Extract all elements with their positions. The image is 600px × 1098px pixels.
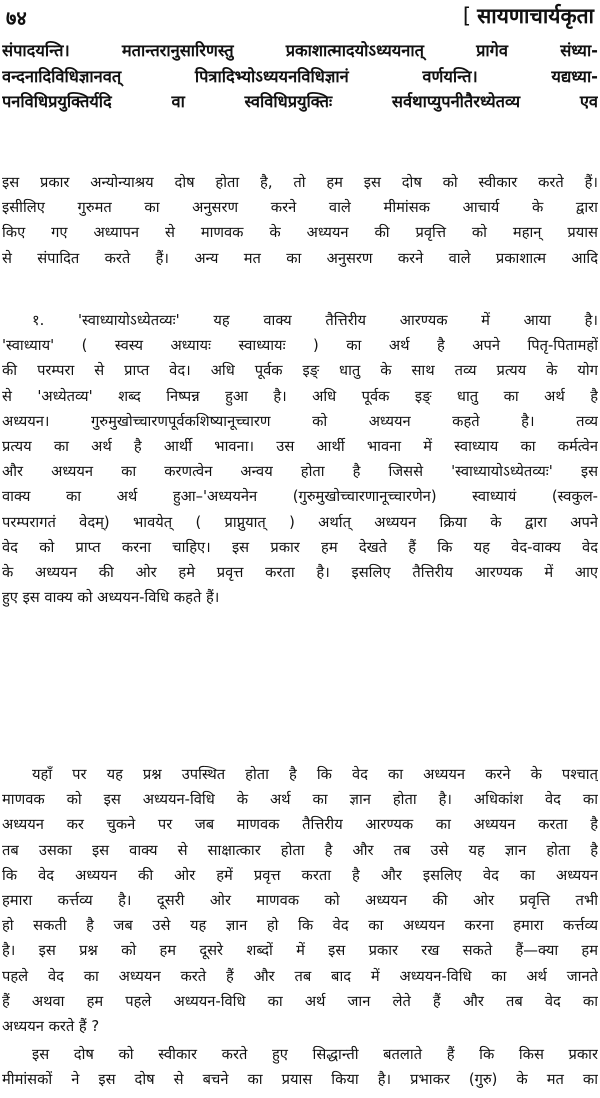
text-line: और अध्ययन का करणत्वेन अन्वय होता है जिससे 'स्वाध्यायोऽध्येतव्यः' इस (2, 463, 598, 481)
page-header (0, 0, 600, 36)
running-title-text: सायणाचार्यकृता (477, 4, 594, 28)
text-line: परम्परागतं वेदम्) भावयेत् ( प्राप्नुयात् ) अर्थात् अध्ययन क्रिया के द्वारा अपने (2, 513, 598, 531)
text-line: १. 'स्वाध्यायोऽध्येतव्यः' यह वाक्य तैत्तिरीय आरण्यक में आया है। (32, 312, 598, 329)
text-line: इसीलिए गुरुमत का अनुसरण करने वाले मीमांसक आचार्य के द्वारा (2, 199, 598, 217)
text-line: हो सकती है जब उसे यह ज्ञान हो कि वेद का अध्ययन करना हमारा कर्त्तव्य (2, 917, 598, 935)
running-title (463, 2, 594, 30)
text-line: अध्ययन। गुरुमुखोच्चारणपूर्वकशिष्यानूच्चारण को अध्ययन कहते है। तव्य (2, 412, 598, 430)
sanskrit-line: पनविधिप्रयुक्तिर्यदि वा स्वविधिप्रयुक्तिः सर्वथाप्युपनीतैरध्येतव्य एव (2, 92, 598, 111)
text-line: की परम्परा से प्राप्त वेद। अधि पूर्वक इङ् धातु के साथ तव्य प्रत्यय के योग (2, 362, 598, 380)
sanskrit-line: वन्दनादिविधिज्ञानवत् पित्रादिभ्योऽध्ययनविधिज्ञानं वर्णयन्ति। यद्यध्या- (2, 66, 598, 86)
hindi-translation-paragraph (2, 170, 598, 271)
page-number: ७४ (6, 6, 27, 30)
text-line: से 'अध्येतव्य' शब्द निष्पन्न हुआ है। अधि पूर्वक इङ् धातु का अर्थ है (2, 387, 598, 405)
text-line: मीमांसकों ने इस दोष से बचने का प्रयास किया है। प्रभाकर (गुरु) के मत का (2, 1071, 598, 1089)
question-paragraph (2, 762, 598, 1039)
text-line: तब उसका इस वाक्य से साक्षात्कार होता है और तब उसे यह ज्ञान होता है (2, 841, 598, 859)
text-line: इस दोष को स्वीकार करते हुए सिद्धान्ती बतलाते हैं कि किस प्रकार (32, 1046, 598, 1063)
text-line: वाक्य का अर्थ हुआ–'अध्ययनेन (गुरुमुखोच्चारणानूच्चारणेन) स्वाध्यायं (स्वकुल- (2, 488, 598, 506)
footnote-1 (2, 308, 598, 610)
text-line: प्रत्यय का अर्थ है आर्थी भावना। उस आर्थी भावना में स्वाध्याय का कर्मत्वेन (2, 437, 598, 455)
text-line: हैं अथवा हम पहले अध्ययन-विधि का अर्थ जान लेते हैं और तब वेद का (2, 992, 598, 1010)
text-line: है। इस प्रश्न को हम दूसरे शब्दों में इस प्रकार रख सकते हैं—क्या हम (2, 942, 598, 960)
text-line: अध्ययन करते हैं ? (2, 1017, 100, 1035)
text-line: वेद को प्राप्त करना चाहिए। इस प्रकार हम देखते हैं कि यह वेद-वाक्य वेद (2, 538, 598, 556)
text-line: इस प्रकार अन्योन्याश्रय दोष होता है, तो हम इस दोष को स्वीकार करते हैं। (2, 174, 598, 191)
text-line: हमारा कर्त्तव्य है। दूसरी ओर माणवक को अध्ययन की ओर प्रवृत्ति तभी (2, 891, 598, 909)
text-line: हुए इस वाक्य को अध्ययन-विधि कहते हैं। (2, 589, 220, 607)
text-line: किए गए अध्यापन से माणवक के अध्ययन की प्रवृत्ति को महान् प्रयास (2, 224, 598, 242)
header-bracket: [ (462, 4, 472, 28)
text-line: से संपादित करते हैं। अन्य मत का अनुसरण करने वाले प्रकाशात्म आदि (2, 249, 598, 267)
text-line: माणवक को इस अध्ययन-विधि के अर्थ का ज्ञान होता है। अधिकांश वेद का (2, 791, 598, 809)
text-line: के अध्ययन की ओर हमे प्रवृत्त करता है। इसलिए तैत्तिरीय आरण्यक में आए (2, 563, 598, 581)
text-line: 'स्वाध्याय' ( स्वस्य अध्यायः स्वाध्यायः ) का अर्थ है अपने पितृ-पितामहों (2, 337, 598, 355)
sanskrit-commentary (2, 38, 598, 115)
closing-paragraph (2, 1042, 598, 1092)
text-line: कि वेद अध्ययन की ओर हमें प्रवृत्त करता है और इसलिए वेद का अध्ययन (2, 866, 598, 884)
text-line: अध्ययन कर चुकने पर जब माणवक तैत्तिरीय आरण्यक का अध्ययन करता है (2, 816, 598, 834)
text-line: यहाँ पर यह प्रश्न उपस्थित होता है कि वेद का अध्ययन करने के पश्चात् (32, 766, 598, 783)
sanskrit-line: संपादयन्ति। मतान्तरानुसारिणस्तु प्रकाशात्मादयोऽध्ययनात् प्रागेव संध्या- (2, 41, 598, 60)
text-line: पहले वेद का अध्ययन करते हैं और तब बाद में अध्ययन-विधि का अर्थ जानते (2, 967, 598, 985)
